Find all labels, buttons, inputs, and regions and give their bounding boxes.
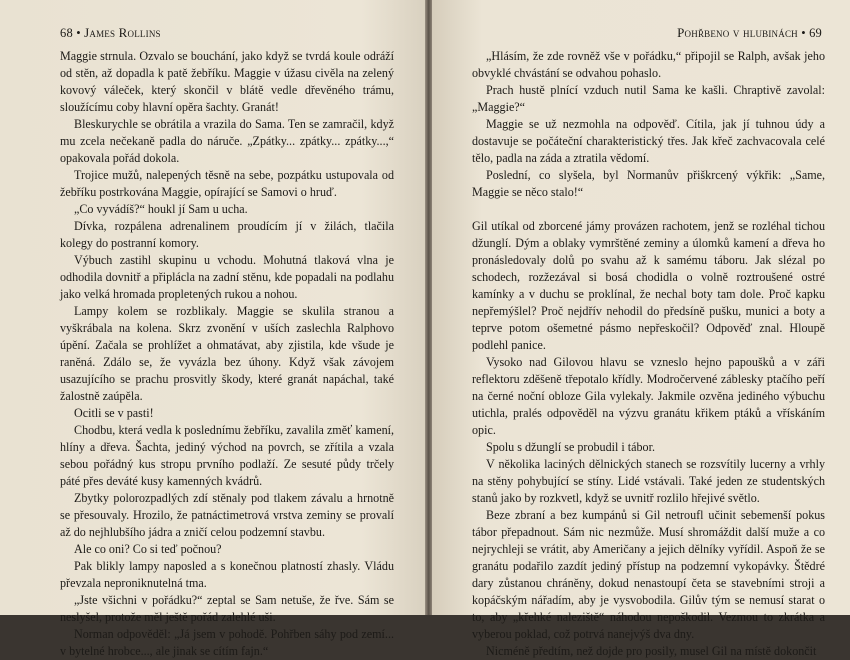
paragraph: Poslední, co slyšela, byl Normanův přiškrcený výkřik: „Same, Maggie se něco stalo!“ [472, 168, 825, 199]
right-page [432, 0, 850, 658]
paragraph: Norman odpověděl: „Já jsem v pohodě. Pohřben sáhy pod zemí... v bytelné hrobce..., ale jinak se cítím fajn.“ [60, 627, 394, 658]
paragraph: Maggie strnula. Ozvalo se bouchání, jako když se tvrdá koule odráží od stěn, až dopadla k patě žebříku. Maggie v úžasu civěla na zelený kovový váleček, který skončil v blátě vedle dřevěného trámu, sloužícímu coby hlavní opěra šachty. Granát! [60, 49, 394, 114]
right-chapter-title: Pohřbeno v hlubinách [677, 25, 798, 40]
right-running-head [677, 25, 822, 41]
paragraph: Výbuch zastihl skupinu u vchodu. Mohutná tlaková vlna je odhodila dovnitř a připlácla na zadní stěnu, kde popadali na podlahu jako velká hromada propletených rukou a nohou. [60, 253, 394, 301]
paragraph: Bleskurychle se obrátila a vrazila do Sama. Ten se zamračil, když mu zcela nečekaně padla do náruče. „Zpátky... zpátky... zpátky...,“ opakovala pořád dokola. [60, 117, 394, 165]
paragraph: Dívka, rozpálena adrenalinem proudícím jí v žilách, tlačila kolegy do postranní komory. [60, 219, 394, 250]
paragraph: Zbytky polorozpadlých zdí stěnaly pod tlakem závalu a hrnotně se přesouvaly. Hrozilo, že patnáctimetrová vrstva zeminy se provalí až do nejhlubšího jádra a zničí celou podzemní stavbu. [60, 491, 394, 539]
paragraph: Prach hustě plnící vzduch nutil Sama ke kašli. Chraptivě zavolal: „Maggie?“ [472, 83, 825, 114]
left-author-name: James Rollins [84, 25, 161, 40]
right-page-text [472, 48, 825, 660]
paragraph: Spolu s džunglí se probudil i tábor. [486, 440, 655, 454]
paragraph: Gil utíkal od zborcené jámy provázen rachotem, jenž se rozléhal tichou džunglí. Dým a oblaky vymrštěné zeminy a úlomků kamení a dřeva ho pronásledovaly dolů po svahu až k samému táboru. Jak slézal po schodech, rozžezával si bosá chodidla o volně roztroušené ostré kamínky a v duchu se proklínal, že nechal boty tam dole. Proč kapku nepřemýšlel? Proč nejdřív nehodil do předsíně pušku, munici a boty a teprve potom ošemetné pásmo nepřeskočil? Odpověď znal. Hloupě podlehl panice. [472, 219, 825, 352]
paragraph: „Jste všichni v pořádku?“ zeptal se Sam netuše, že řve. Sám se neslyšel, protože měl ještě pořád zalehlé uši. [60, 593, 394, 624]
paragraph: Trojice mužů, nalepených těsně na sebe, pozpátku ustupovala od žebříku postrkována Maggie, opírající se Samovi o hruď. [60, 168, 394, 199]
paragraph: Nicméně předtím, než dojde pro posily, musel Gil na místě dokončit [486, 644, 817, 658]
paragraph: Lampy kolem se rozblikaly. Maggie se skulila stranou a vyškrábala na kolena. Skrz zvonění v uších zaslechla Ralphovo úpění. Začala se prohlížet a ohmatávat, aby zjistila, kde všude je raněná. Zdálo se, že vyvázla bez úhony. Když však závojem usazujícího se prachu prosvitly škody, které granát napáchal, také žalostně zaúpěla. [60, 304, 394, 403]
section-break [472, 201, 825, 218]
paragraph: Chodbu, která vedla k poslednímu žebříku, zavalila změť kamení, hlíny a dřeva. Šachta, jediný východ na povrch, se zřítila a vzala sebou pořádný kus stropu prvního podlaží. Ze sesuté půdy trčely páté přes deváté kusy kamenných kvádrů. [60, 423, 394, 488]
right-page-number: 69 [809, 26, 822, 40]
left-separator: • [76, 26, 81, 40]
paragraph: Maggie se už nezmohla na odpověď. Cítila, jak jí tuhnou údy a dostavuje se počáteční charakteristický třes. Jak křeč zachvacovala celé tělo, padla na záda a ztratila vědomí. [472, 117, 825, 165]
paragraph: V několika laciných dělnických stanech se rozsvítily lucerny a vrhly na stěny pohybující se stíny. Lidé vstávali. Také jeden ze studentských stanů jako by rozkvetl, když se uvnitř rozlilo hřejivé světlo. [472, 457, 825, 505]
paragraph: Vysoko nad Gilovou hlavu se vzneslo hejno papoušků a v záři reflektoru zděšeně třepotalo křídly. Modročervené záblesky ptačího peří na černé noční obloze Gila vylekaly. Jakmile ozvěna jediného výbuchu utichla, pralés odpověděl na výzvu granátu křikem ptáků a vřískáním opic. [472, 355, 825, 437]
left-page [0, 0, 425, 658]
right-separator: • [801, 26, 806, 40]
paragraph: „Hlásím, že zde rovněž vše v pořádku,“ připojil se Ralph, avšak jeho obvyklé chvástání se odvahou pohaslo. [472, 49, 825, 80]
paragraph: Ale co oni? Co si teď počnou? [74, 542, 222, 556]
left-page-number: 68 [60, 26, 73, 40]
left-page-text [60, 48, 394, 660]
paragraph: Pak blikly lampy naposled a s konečnou platností zhasly. Vládu převzala neproniknutelná tma. [60, 559, 394, 590]
paragraph: Beze zbraní a bez kumpánů si Gil netroufl učinit sebemenší pokus tábor přepadnout. Sám nic nezmůže. Musí shromáždit další muže a co nejrychleji se vrátit, aby Američany a jejich dělníky vyřídil. Aspoň že se granátu podařilo zazdít jediný přístup na podzemní vykopávky. Štědré dary zůstanou chráněny, dokud nenastoupí četa se stavebními stroji a kopáčským nářadím, aby je vysvobodila. Gilův tým se nemusí starat o to, aby „křehké naleziště“ náhodou nepoškodil. Vezmou to zkrátka a vyberou poklad, což potrvá nanejvýš dva dny. [472, 508, 825, 641]
book-gutter [425, 0, 432, 615]
paragraph: Ocitli se v pasti! [74, 406, 154, 420]
paragraph: „Co vyvádíš?“ houkl jí Sam u ucha. [74, 202, 248, 216]
left-running-head [60, 25, 161, 41]
